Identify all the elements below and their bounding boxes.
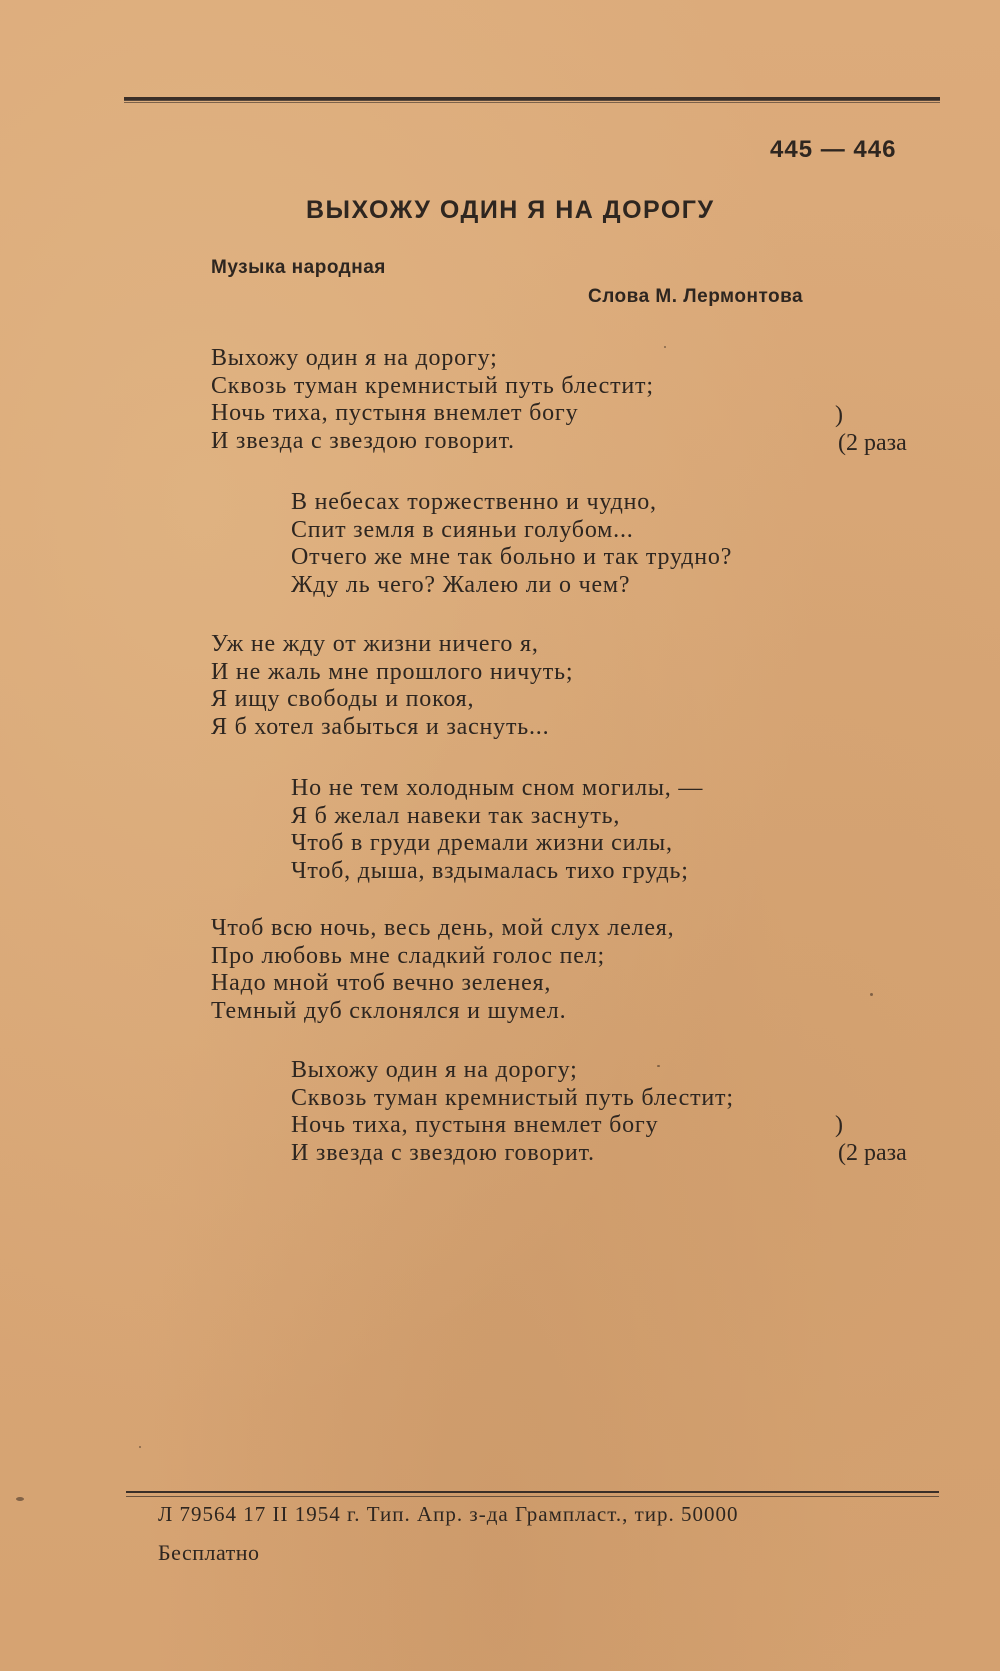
stanza-1 xyxy=(211,345,654,455)
verse-line: В небесах торжественно и чудно, xyxy=(291,489,657,515)
imprint-line: Л 79564 17 II 1954 г. Тип. Апр. з-да Грампласт., тир. 50000 xyxy=(158,1502,739,1526)
paper-speck xyxy=(657,1065,660,1067)
verse-line: Я ищу свободы и покоя, xyxy=(211,686,475,712)
verse-line: Жду ль чего? Жалею ли о чем? xyxy=(291,571,631,598)
repeat-bracket: ) xyxy=(835,402,843,428)
paper-speck xyxy=(139,1446,141,1448)
verse-line: Темный дуб склонялся и шумел. xyxy=(211,997,567,1024)
verse-line: Сквозь туман кремнистый путь блестит; xyxy=(291,1084,734,1111)
verse-line: Отчего же мне так больно и так трудно? xyxy=(291,544,733,570)
verse-line: И звезда с звездою говорит. xyxy=(291,1139,595,1166)
verse-line: И звезда с звездою говорит. xyxy=(211,427,515,454)
stanza-4 xyxy=(291,775,703,885)
verse-line: Про любовь мне сладкий голос пел; xyxy=(211,942,605,969)
verse-line: Надо мной чтоб вечно зеленея, xyxy=(211,970,552,996)
repeat-bracket: ) xyxy=(835,1112,843,1138)
verse-line: Ночь тиха, пустыня внемлет богу xyxy=(211,400,579,426)
verse-line: Я б хотел забыться и заснуть... xyxy=(211,713,550,740)
verse-line: Ночь тиха, пустыня внемлет богу xyxy=(291,1112,659,1138)
verse-line: И не жаль мне прошлого ничуть; xyxy=(211,658,574,685)
verse-line: Сквозь туман кремнистый путь блестит; xyxy=(211,372,654,399)
verse-line: Чтоб, дыша, вздымалась тихо грудь; xyxy=(291,857,689,884)
words-credit: Слова М. Лермонтова xyxy=(588,286,804,307)
paper-speck xyxy=(664,346,666,348)
verse-line: Спит земля в сияньи голубом... xyxy=(291,516,634,543)
stanza-2 xyxy=(291,489,732,599)
verse-line: Но не тем холодным сном могилы, — xyxy=(291,775,704,801)
verse-line: Чтоб всю ночь, весь день, мой слух лелея, xyxy=(211,915,675,941)
repeat-note: (2 раза xyxy=(838,430,907,456)
stanza-3 xyxy=(211,631,573,741)
bottom-rule xyxy=(126,1491,939,1493)
stanza-5 xyxy=(211,915,674,1025)
paper-speck xyxy=(870,993,873,996)
verse-line: Выхожу один я на дорогу; xyxy=(211,345,498,371)
verse-line: Я б желал навеки так заснуть, xyxy=(291,802,621,829)
paper-speck xyxy=(16,1497,24,1501)
music-credit: Музыка народная xyxy=(211,257,386,278)
price-note: Бесплатно xyxy=(158,1540,260,1565)
page-number: 445 — 446 xyxy=(770,136,897,163)
verse-line: Уж не жду от жизни ничего я, xyxy=(211,631,539,657)
repeat-note: (2 раза xyxy=(838,1140,907,1166)
verse-line: Чтоб в груди дремали жизни силы, xyxy=(291,830,673,856)
stanza-6 xyxy=(291,1057,734,1167)
song-title: ВЫХОЖУ ОДИН Я НА ДОРОГУ xyxy=(306,196,715,224)
top-rule xyxy=(124,97,940,101)
verse-line: Выхожу один я на дорогу; xyxy=(291,1057,578,1083)
